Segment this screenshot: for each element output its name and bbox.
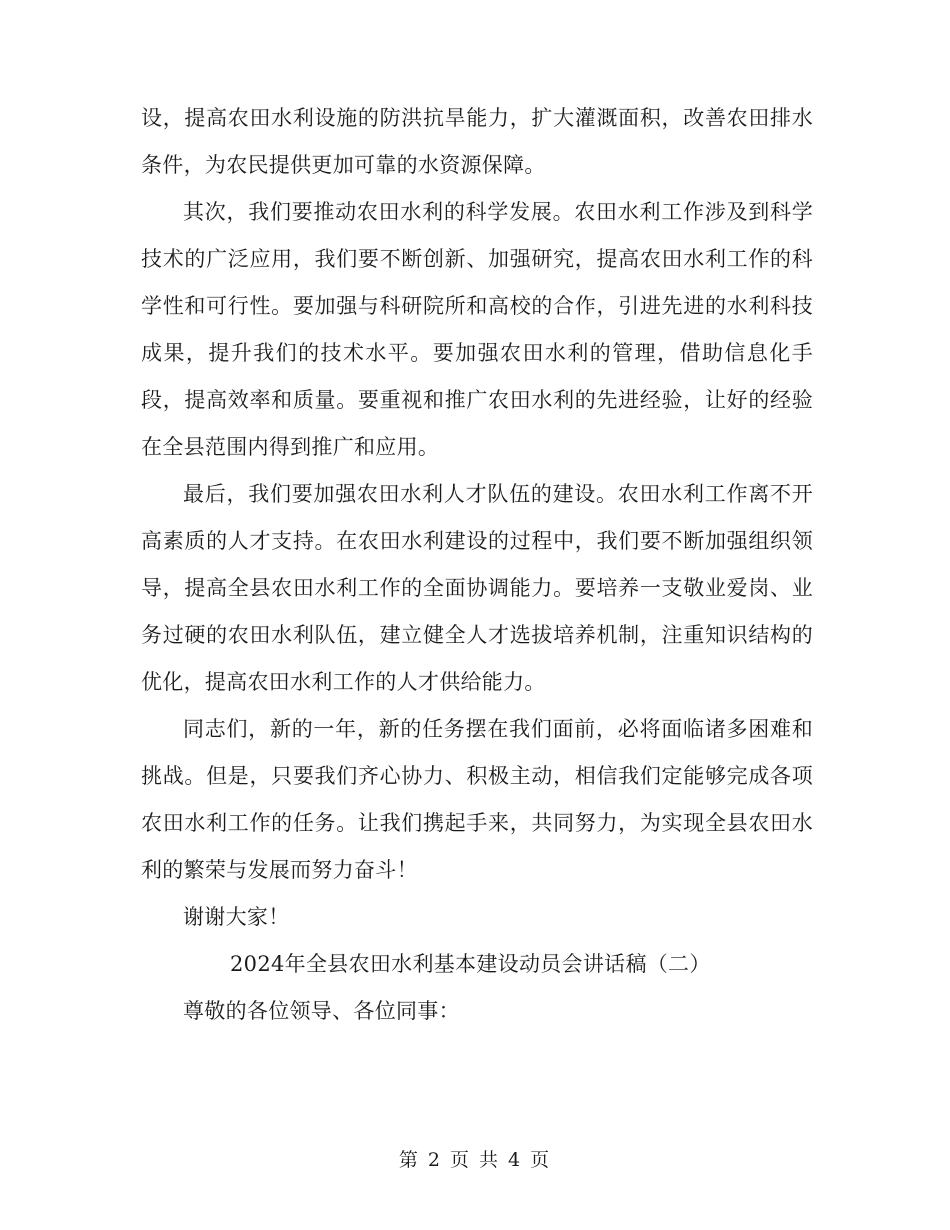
paragraph-science-development: 其次，我们要推动农田水利的科学发展。农田水利工作涉及到科学技术的广泛应用，我们要不断创新、加强研究，提高农田水利工作的科学性和可行性。要加强与科研院所和高校的合作，引进先进的水利科技成果，提升我们的技术水平。要加强农田水利的管理，借助信息化手段，提高效率和质量。要重视和推广农田水利的先进经验，让好的经验在全县范围内得到推广和应用。 xyxy=(141,200,813,459)
page-number-footer: 第 2 页 共 4 页 xyxy=(398,1149,552,1171)
paragraph-thanks: 谢谢大家！ xyxy=(183,905,290,929)
section-title: 2024年全县农田水利基本建设动员会讲话稿（二） xyxy=(230,952,711,976)
salutation: 尊敬的各位领导、各位同事： xyxy=(183,999,460,1023)
paragraph-talent-team: 最后，我们要加强农田水利人才队伍的建设。农田水利工作离不开高素质的人才支持。在农田水利建设的过程中，我们要不断加强组织领导，提高全县农田水利工作的全面协调能力。要培养一支敬业爱岗、业务过硬的农田水利队伍，建立健全人才选拔培养机制，注重知识结构的优化，提高农田水利工作的人才供给能力。 xyxy=(141,482,813,694)
paragraph-closing-call: 同志们，新的一年，新的任务摆在我们面前，必将面临诸多困难和挑战。但是，只要我们齐心协力、积极主动，相信我们定能够完成各项农田水利工作的任务。让我们携起手来，共同努力，为实现全县农田水利的繁荣与发展而努力奋斗！ xyxy=(141,717,813,882)
paragraph-continued: 设，提高农田水利设施的防洪抗旱能力，扩大灌溉面积，改善农田排水条件，为农民提供更加可靠的水资源保障。 xyxy=(141,106,813,177)
document-body xyxy=(141,95,813,1035)
